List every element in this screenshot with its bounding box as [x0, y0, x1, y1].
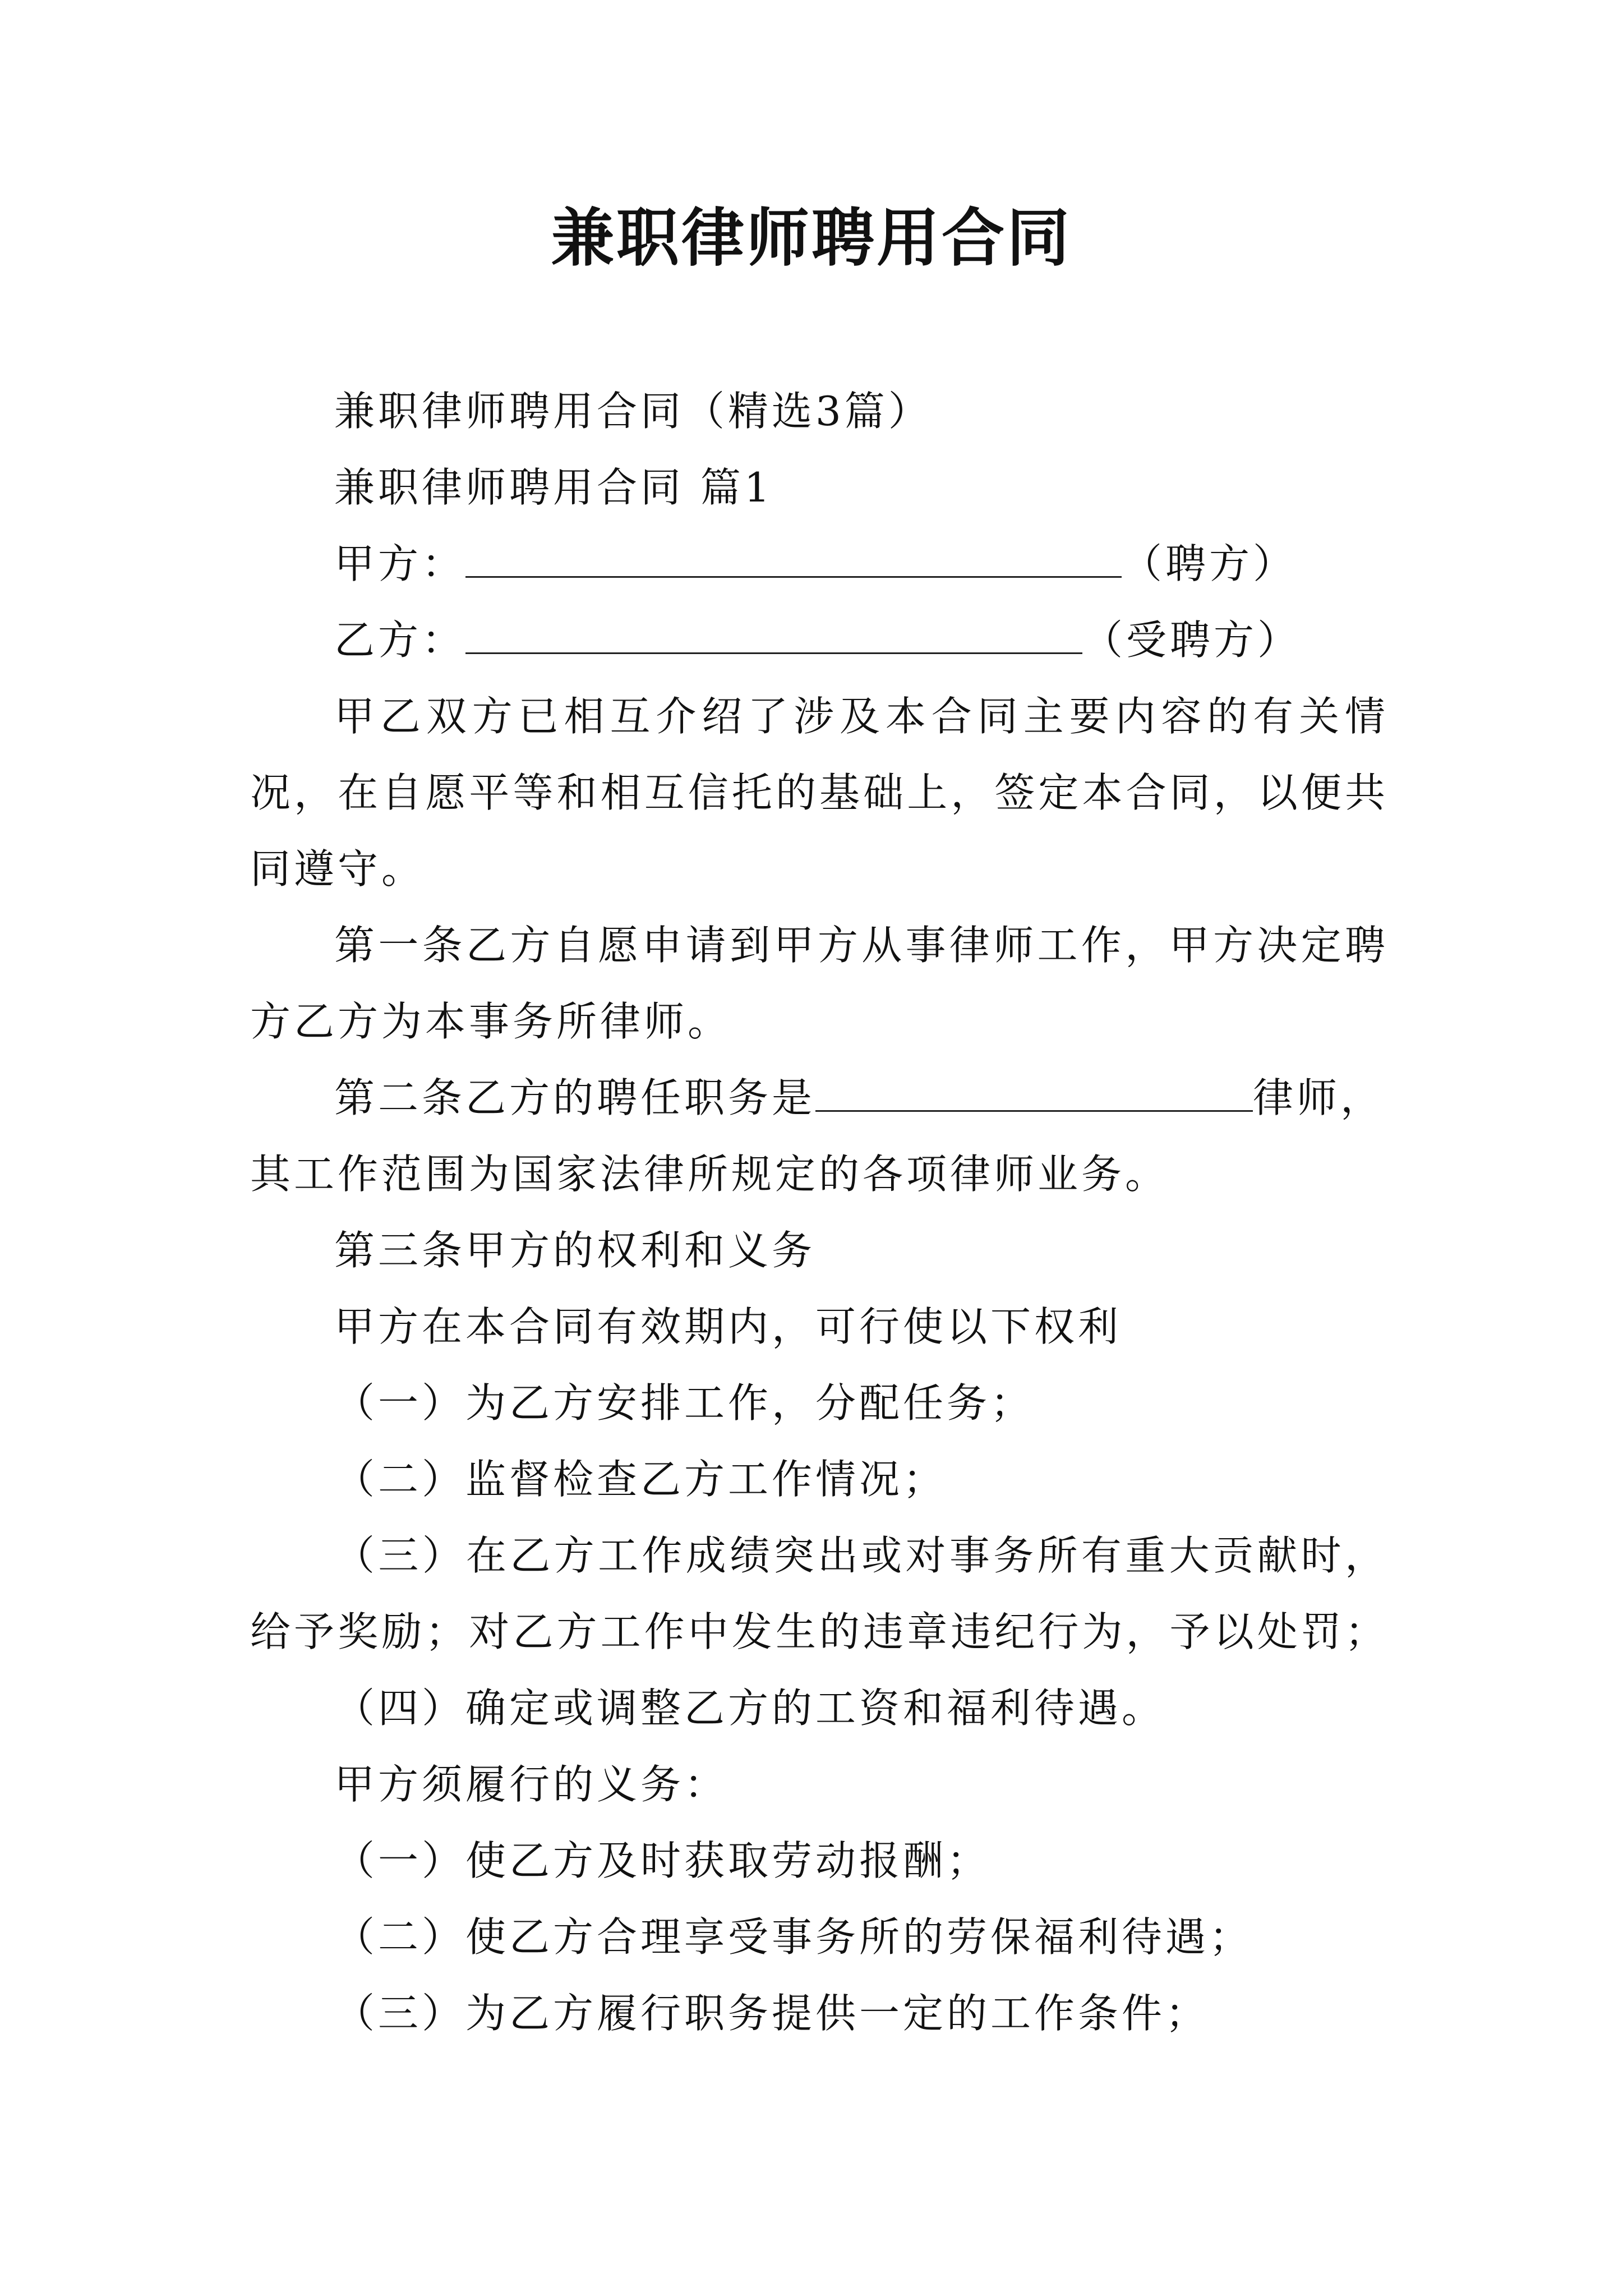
document-title: 兼职律师聘用合同	[551, 202, 1072, 275]
list-item: （一）使乙方及时获取劳动报酬；	[334, 1837, 991, 1884]
party-a-line	[250, 526, 1389, 602]
article-2-line	[250, 1060, 1389, 1136]
intro-paragraph-line: 同遵守。	[250, 845, 426, 892]
duties-intro: 甲方须履行的义务：	[334, 1761, 728, 1808]
party-b-label: 乙方：	[334, 616, 466, 664]
party-a-blank	[465, 540, 1122, 578]
article-2-suffix: 律师，	[1253, 1074, 1385, 1121]
article-2-prefix: 第二条乙方的聘任职务是	[334, 1074, 816, 1121]
document-body	[250, 373, 1389, 2051]
article-2-blank	[815, 1074, 1253, 1112]
subtitle: 兼职律师聘用合同（精选3篇）	[334, 388, 932, 435]
party-a-role: （聘方）	[1122, 540, 1297, 587]
article-3-heading: 第三条甲方的权利和义务	[334, 1227, 816, 1274]
list-item: （三）为乙方履行职务提供一定的工作条件；	[334, 1990, 1210, 2037]
intro-paragraph-line: 况，在自愿平等和相互信托的基础上，签定本合同，以便共	[250, 769, 1389, 816]
article-1-line: 第一条乙方自愿申请到甲方从事律师工作，甲方决定聘	[334, 922, 1389, 969]
rights-intro: 甲方在本合同有效期内，可行使以下权利	[334, 1303, 1122, 1350]
list-item: （四）确定或调整乙方的工资和福利待遇。	[334, 1685, 1166, 1732]
list-item: 给予奖励；对乙方工作中发生的违章违纪行为，予以处罚；	[250, 1608, 1389, 1655]
list-item: （三）在乙方工作成绩突出或对事务所有重大贡献时，	[334, 1532, 1389, 1579]
party-a-label: 甲方：	[334, 540, 466, 587]
party-b-line	[250, 602, 1389, 678]
section-heading: 兼职律师聘用合同 篇1	[334, 464, 773, 511]
party-b-role: （受聘方）	[1082, 616, 1302, 664]
article-1-line: 方乙方为本事务所律师。	[250, 998, 732, 1045]
intro-paragraph-line: 甲乙双方已相互介绍了涉及本合同主要内容的有关情	[334, 693, 1389, 740]
list-item: （一）为乙方安排工作，分配任务；	[334, 1379, 1035, 1427]
article-2-line: 其工作范围为国家法律所规定的各项律师业务。	[250, 1151, 1169, 1198]
party-b-blank	[465, 616, 1082, 654]
list-item: （二）监督检查乙方工作情况；	[334, 1456, 947, 1503]
list-item: （二）使乙方合理享受事务所的劳保福利待遇；	[334, 1913, 1253, 1961]
